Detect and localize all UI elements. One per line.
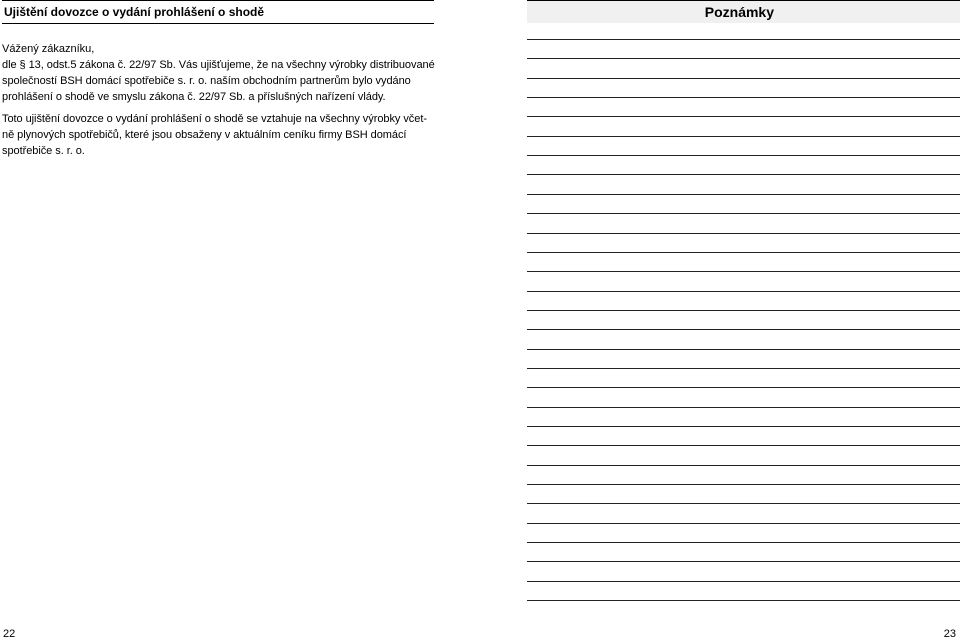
notes-lines [527, 0, 960, 641]
note-line [527, 271, 960, 272]
paragraph-line: dle § 13, odst.5 zákona č. 22/97 Sb. Vás ujišťujeme, že na všechny výrobky distribuované [2, 59, 435, 71]
paragraph-scope [2, 111, 434, 159]
paragraph-line: ně plynových spotřebičů, které jsou obsaženy v aktuálním ceníku firmy BSH domácí [2, 129, 407, 141]
note-line [527, 233, 960, 234]
paragraph-line: spotřebiče s. r. o. [2, 145, 85, 157]
paragraph-line: společností BSH domácí spotřebiče s. r. o. naším obchodním partnerům bylo vydáno [2, 75, 411, 87]
note-line [527, 503, 960, 504]
note-line [527, 39, 960, 40]
note-line [527, 155, 960, 156]
section-title: Ujištění dovozce o vydání prohlášení o shodě [4, 5, 265, 19]
notes-title: Poznámky [704, 4, 774, 20]
note-line [527, 174, 960, 175]
paragraph-declaration [2, 57, 434, 105]
note-line [527, 310, 960, 311]
note-line [527, 252, 960, 253]
note-line [527, 484, 960, 485]
paragraph-line: prohlášení o shodě ve smyslu zákona č. 22/97 Sb. a příslušných nařízení vlády. [2, 91, 386, 103]
note-line [527, 445, 960, 446]
note-line [527, 97, 960, 98]
page-number-right: 23 [943, 628, 956, 640]
page-number-left: 22 [3, 628, 16, 640]
note-line [527, 465, 960, 466]
note-line [527, 136, 960, 137]
left-page [0, 0, 436, 641]
right-page [527, 0, 960, 641]
note-line [527, 116, 960, 117]
note-line [527, 58, 960, 59]
note-line [527, 329, 960, 330]
note-line [527, 581, 960, 582]
section-header [2, 0, 434, 24]
salutation: Vážený zákazníku, [2, 43, 95, 55]
note-line [527, 523, 960, 524]
note-line [527, 387, 960, 388]
note-line [527, 561, 960, 562]
note-line [527, 542, 960, 543]
note-line [527, 194, 960, 195]
note-line [527, 349, 960, 350]
note-line [527, 291, 960, 292]
note-line [527, 78, 960, 79]
note-line [527, 407, 960, 408]
paragraph-line: Toto ujištění dovozce o vydání prohlášení o shodě se vztahuje na všechny výrobky včet- [2, 113, 427, 125]
note-line [527, 213, 960, 214]
note-line [527, 368, 960, 369]
note-line [527, 600, 960, 601]
note-line [527, 426, 960, 427]
